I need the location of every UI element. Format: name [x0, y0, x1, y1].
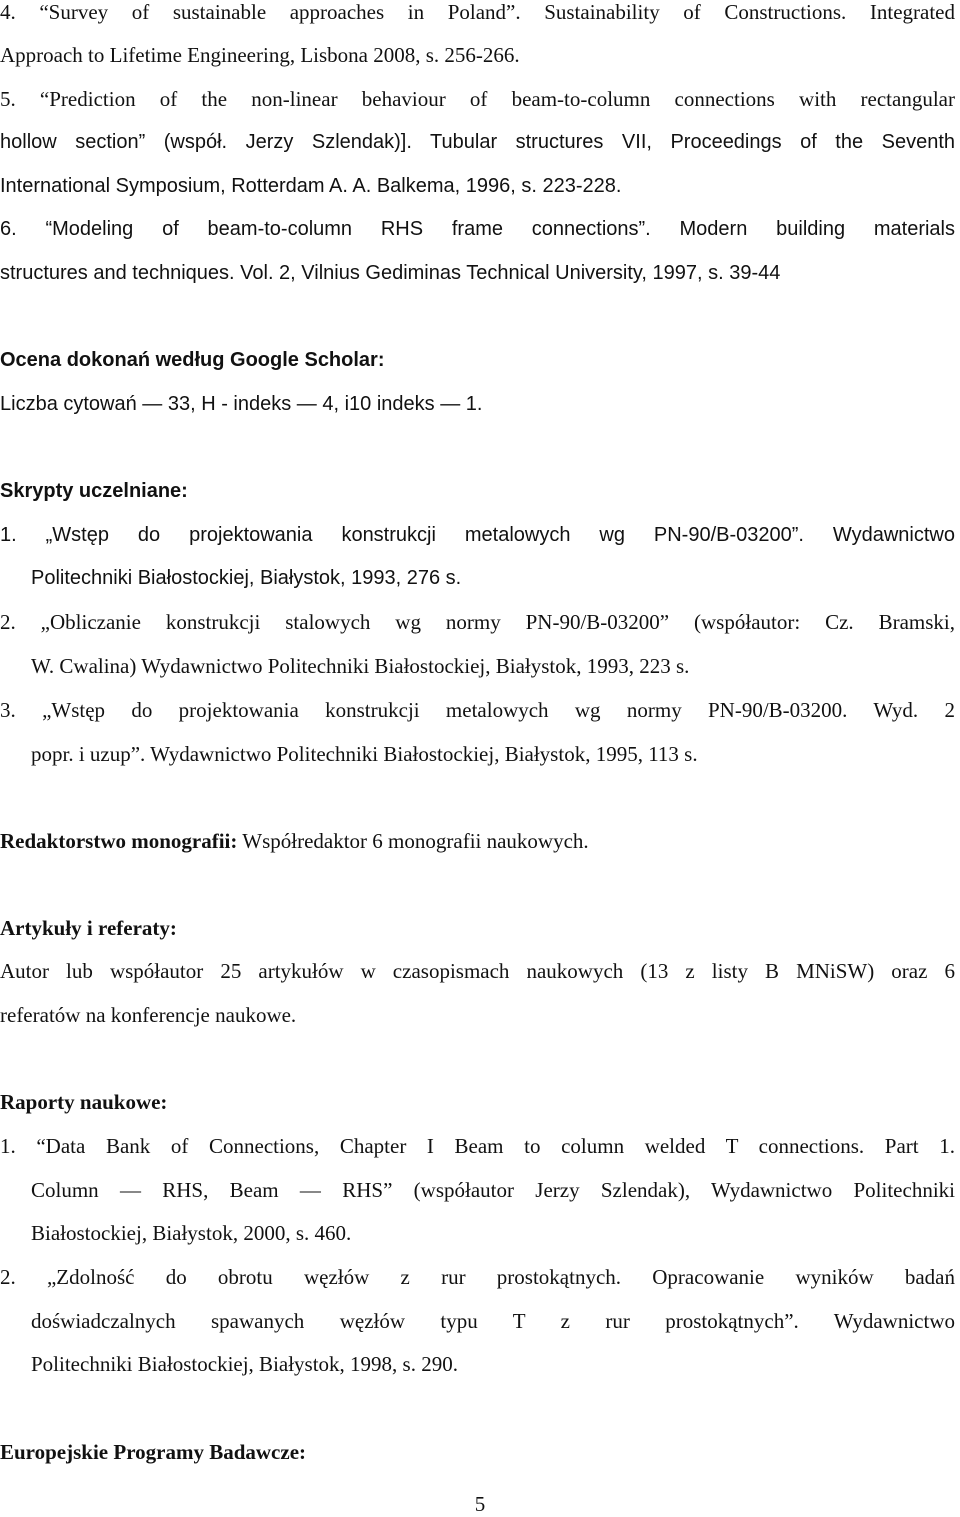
editorship-heading: Redaktorstwo monografii:	[0, 829, 238, 853]
script-2-line-2: W. Cwalina) Wydawnictwo Politechniki Białostockiej, Białystok, 1993, 223 s.	[31, 654, 690, 678]
editorship-text: Współredaktor 6 monografii naukowych.	[237, 829, 589, 853]
script-2-line-1: 2. „Obliczanie konstrukcji stalowych wg normy PN-90/B-03200” (współautor: Cz. Bramski,	[0, 610, 955, 634]
editorship-line	[0, 827, 955, 855]
articles-line-2: referatów na konferencje naukowe.	[0, 1003, 297, 1027]
report-1-line-3: Białostockiej, Białystok, 2000, s. 460.	[31, 1221, 352, 1245]
scripts-heading: Skrypty uczelniane:	[0, 480, 188, 502]
scholar-heading: Ocena dokonań według Google Scholar:	[0, 349, 385, 371]
reports-heading: Raporty naukowe:	[0, 1090, 168, 1114]
pub-5-line-1: 5. “Prediction of the non-linear behaviour of beam-to-column connections with rectangular	[0, 87, 955, 111]
articles-line-1: Autor lub współautor 25 artykułów w czasopismach naukowych (13 z listy B MNiSW) oraz 6	[0, 959, 955, 983]
script-1-line-2: Politechniki Białostockiej, Białystok, 1993, 276 s.	[31, 567, 462, 589]
scholar-citations: Liczba cytowań — 33, H - indeks — 4, i10 indeks — 1.	[0, 393, 483, 415]
report-1-line-1: 1. “Data Bank of Connections, Chapter I Beam to column welded T connections. Part 1.	[0, 1134, 955, 1158]
report-2-line-2: doświadczalnych spawanych węzłów typu T z rur prostokątnych”. Wydawnictwo	[31, 1309, 955, 1333]
report-2-line-1: 2. „Zdolność do obrotu węzłów z rur prostokątnych. Opracowanie wyników badań	[0, 1265, 955, 1289]
report-1-line-2: Column — RHS, Beam — RHS” (współautor Jerzy Szlendak), Wydawnictwo Politechniki	[31, 1178, 955, 1202]
script-3-line-1: 3. „Wstęp do projektowania konstrukcji metalowych wg normy PN-90/B-03200. Wyd. 2	[0, 698, 955, 722]
script-3-line-2: popr. i uzup”. Wydawnictwo Politechniki Białostockiej, Białystok, 1995, 113 s.	[31, 742, 698, 766]
pub-6-line-2: structures and techniques. Vol. 2, Vilnius Gediminas Technical University, 1997, s. 39-44	[0, 262, 781, 284]
articles-heading: Artykuły i referaty:	[0, 916, 177, 940]
page-number: 5	[474, 1492, 486, 1516]
script-1-line-1: 1. „Wstęp do projektowania konstrukcji metalowych wg PN-90/B-03200”. Wydawnictwo	[0, 524, 955, 546]
eu-programs-heading: Europejskie Programy Badawcze:	[0, 1440, 307, 1464]
report-2-line-3: Politechniki Białostockiej, Białystok, 1998, s. 290.	[31, 1352, 458, 1376]
pub-6-line-1: 6. “Modeling of beam-to-column RHS frame connections”. Modern building materials	[0, 218, 955, 240]
pub-5-line-3: International Symposium, Rotterdam A. A. Balkema, 1996, s. 223-228.	[0, 175, 622, 197]
pub-4-line-1: 4. “Survey of sustainable approaches in Poland”. Sustainability of Constructions. Integrated	[0, 0, 955, 24]
pub-4-line-2: Approach to Lifetime Engineering, Lisbona 2008, s. 256-266.	[0, 43, 520, 67]
pub-5-line-2: hollow section” (współ. Jerzy Szlendak)]. Tubular structures VII, Proceedings of the Seventh	[0, 131, 955, 153]
